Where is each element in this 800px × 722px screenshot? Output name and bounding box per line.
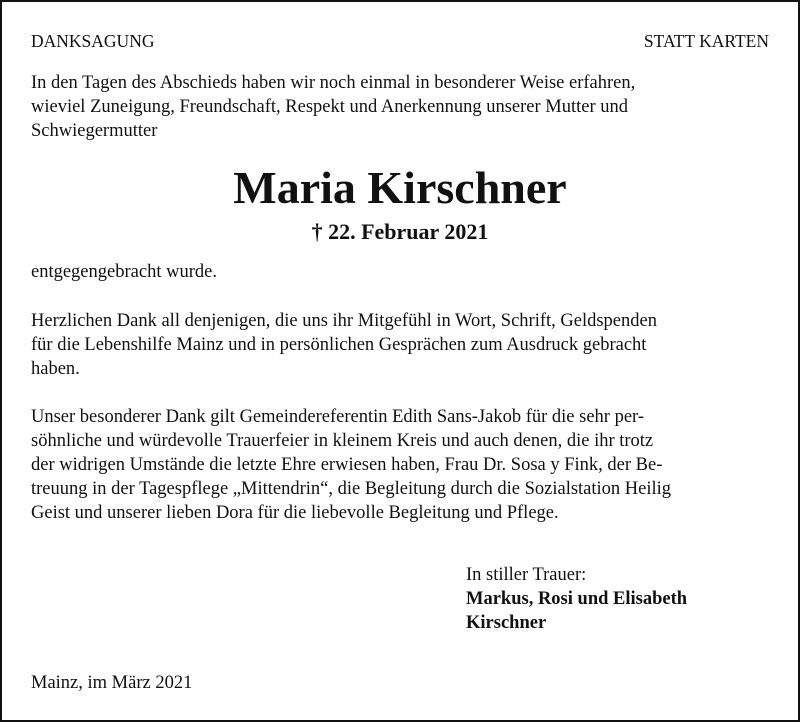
after-text: entgegengebracht wurde. (31, 262, 217, 282)
signature (466, 563, 687, 635)
line: treuung in der Tagespflege „Mittendrin“, die Begleitung durch die Sozialstation Heilig (31, 479, 672, 499)
header-left: DANKSAGUNG (31, 31, 155, 51)
signature-label: In stiller Trauer: (466, 565, 587, 585)
line: söhnliche und würdevolle Trauerfeier in kleinem Kreis und auch denen, die ihr trotz (31, 431, 654, 451)
deceased-name: Maria Kirschner (233, 162, 567, 213)
intro-text (31, 71, 635, 143)
line: der widrigen Umstände die letzte Ehre erwiesen haben, Frau Dr. Sosa y Fink, der Be- (31, 455, 663, 475)
line: Schwiegermutter (31, 121, 158, 141)
line: In den Tagen des Abschieds haben wir noch einmal in besonderer Weise erfahren, (31, 73, 636, 93)
line: Herzlichen Dank all denjenigen, die uns ihr Mitgefühl in Wort, Schrift, Geldspenden (31, 311, 657, 331)
death-date: † 22. Februar 2021 (311, 219, 489, 244)
line: wieviel Zuneigung, Freundschaft, Respekt und Anerkennung unserer Mutter und (31, 97, 629, 117)
line: für die Lebenshilfe Mainz und in persönlichen Gesprächen zum Ausdruck gebracht (31, 335, 647, 355)
line: haben. (31, 359, 80, 379)
place-date: Mainz, im März 2021 (31, 673, 193, 693)
signature-surname: Kirschner (466, 613, 547, 633)
line: Geist und unserer lieben Dora für die liebevolle Begleitung und Pflege. (31, 503, 559, 523)
paragraph-2 (31, 405, 671, 525)
paragraph-1 (31, 309, 657, 381)
header-right: STATT KARTEN (643, 31, 769, 51)
line: Unser besonderer Dank gilt Gemeindereferentin Edith Sans-Jakob für die sehr per- (31, 407, 645, 427)
signature-names: Markus, Rosi und Elisabeth (466, 589, 688, 609)
